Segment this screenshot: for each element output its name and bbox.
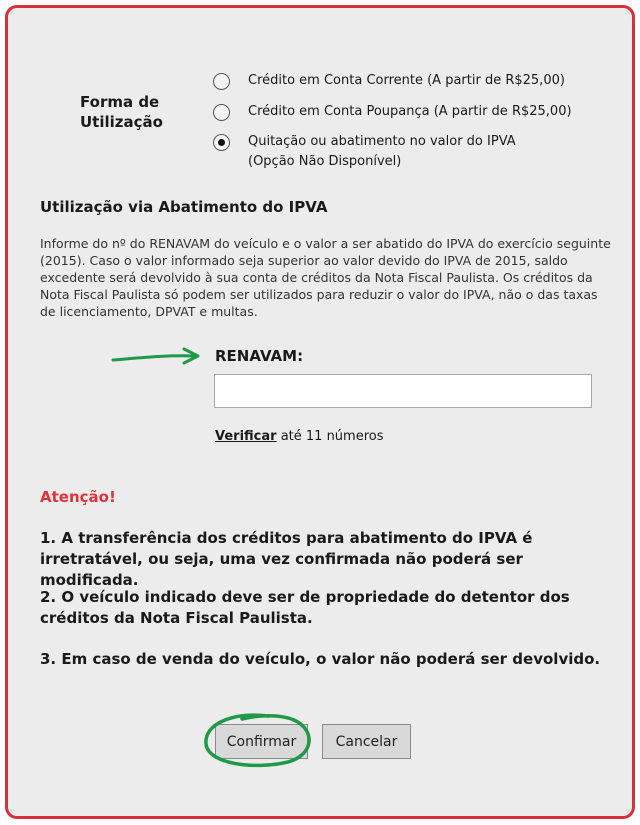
option-label-main: Quitação ou abatimento no valor do IPVA <box>248 134 516 149</box>
radio-abatimento-ipva[interactable] <box>213 134 230 151</box>
verify-row <box>215 429 384 444</box>
verificar-link[interactable]: Verificar <box>215 429 277 444</box>
option-conta-corrente[interactable] <box>213 73 565 97</box>
radio-conta-poupanca[interactable] <box>213 104 230 121</box>
info-text: Informe do nº do RENAVAM do veículo e o valor a ser abatido do IPVA do exercício seguinte (2015). Caso o valor informado seja superior ao valor devido do IPVA de 2015, saldo excedente será devolvido à sua conta de créditos da Nota Fiscal Paulista. Os créditos da Nota Fiscal Paulista só podem ser utilizados para reduzir o valor do IPVA, não o das taxas de licenciamento, DPVAT e multas. <box>40 236 611 319</box>
warning-item-2: 2. O veículo indicado deve ser de propriedade do detentor dos créditos da Nota Fiscal Paulista. <box>40 588 570 627</box>
option-abatimento-ipva[interactable] <box>213 134 516 178</box>
cancel-button[interactable]: Cancelar <box>322 724 411 759</box>
green-circle-annotation <box>198 710 322 772</box>
option-label <box>248 132 516 172</box>
section-title: Utilização via Abatimento do IPVA <box>40 198 328 216</box>
verify-hint: até 11 números <box>280 429 384 444</box>
option-conta-poupanca[interactable] <box>213 104 572 128</box>
option-label: Crédito em Conta Poupança (A partir de R$25,00) <box>248 104 572 119</box>
warning-item-3: 3. Em caso de venda do veículo, o valor não poderá ser devolvido. <box>40 650 601 668</box>
option-label-sub: (Opção Não Disponível) <box>248 154 402 169</box>
confirm-button[interactable]: Confirmar <box>215 724 308 759</box>
renavam-label: RENAVAM: <box>215 347 304 365</box>
warning-item-1: 1. A transferência dos créditos para abatimento do IPVA é irretratável, ou seja, uma vez confirmada não poderá ser modificada. <box>40 529 533 589</box>
renavam-input[interactable] <box>214 374 592 408</box>
option-label: Crédito em Conta Corrente (A partir de R$25,00) <box>248 73 565 88</box>
radio-conta-corrente[interactable] <box>213 73 230 90</box>
green-arrow-annotation <box>110 346 202 368</box>
forma-utilizacao-label: Forma de Utilização <box>80 93 163 131</box>
atencao-title: Atenção! <box>40 488 116 506</box>
